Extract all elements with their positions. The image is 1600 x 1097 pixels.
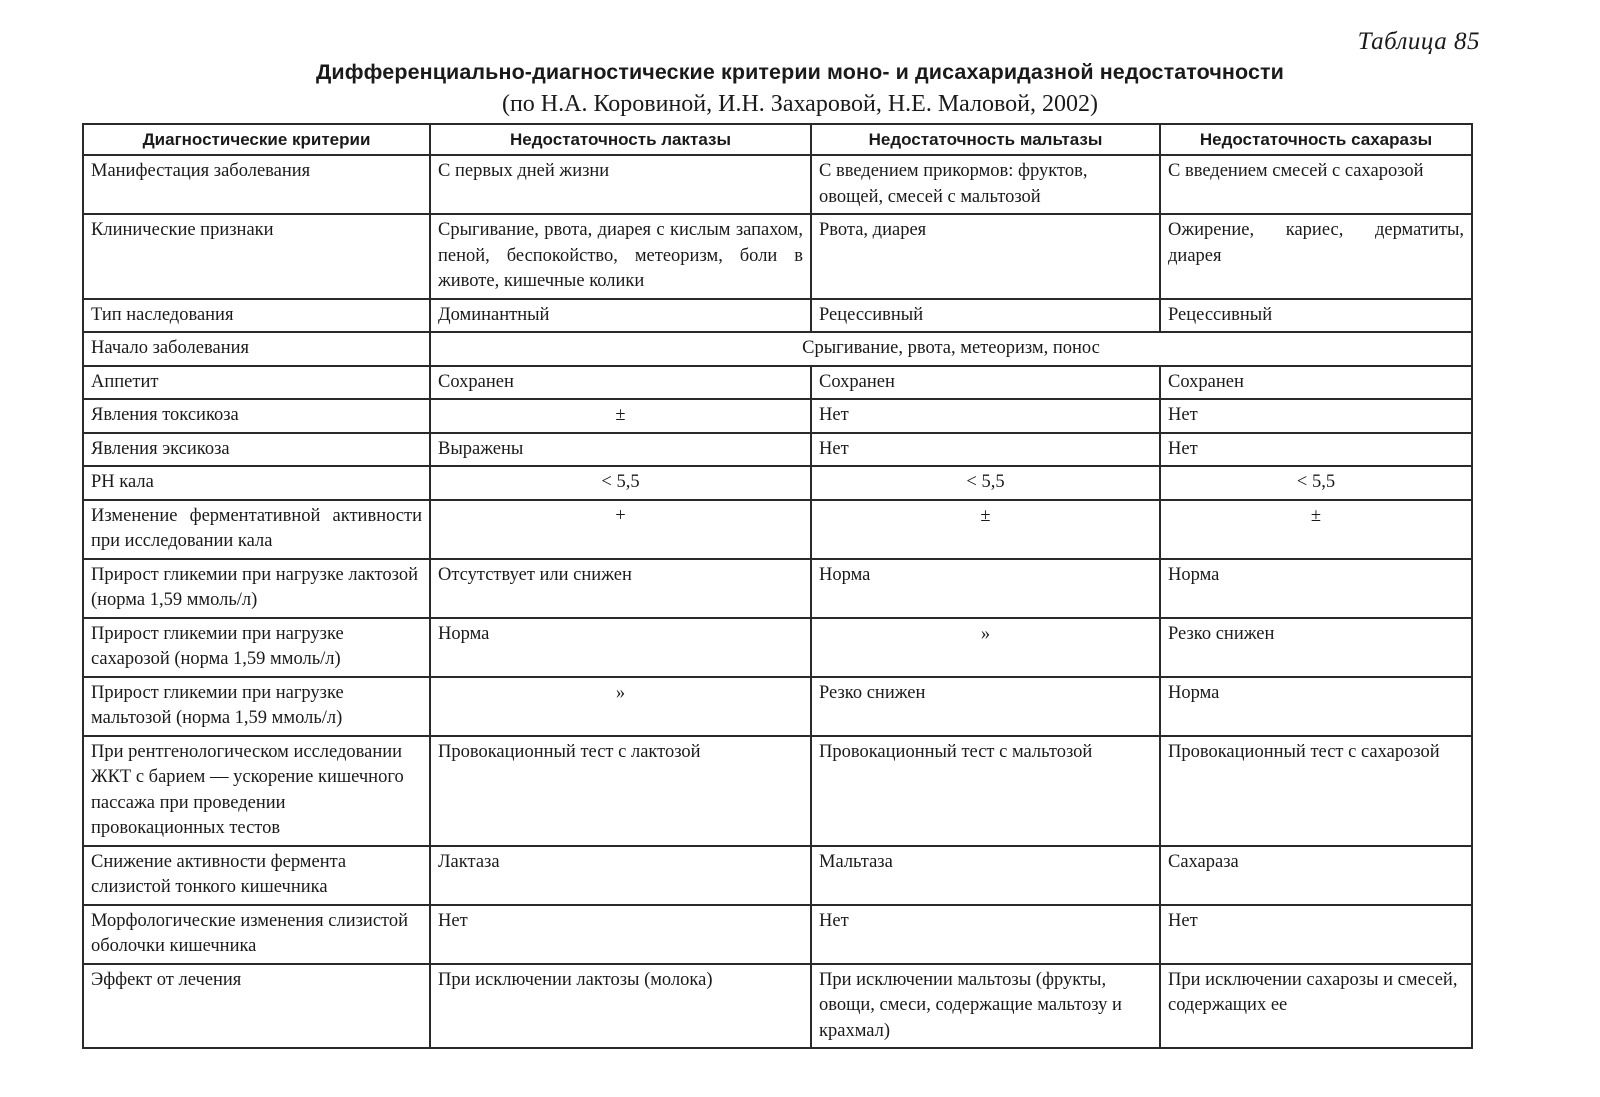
table-row-manifestation — [83, 155, 1472, 214]
maltase-cell: С введением прикормов: фруктов, овощей, смесей с мальтозой — [811, 155, 1160, 214]
maltase-cell: Резко снижен — [811, 677, 1160, 736]
criterion-cell: Явления токсикоза — [83, 399, 430, 433]
sucrase-cell: Сахараза — [1160, 846, 1472, 905]
table-number: Таблица 85 — [1357, 28, 1480, 55]
maltase-cell: < 5,5 — [811, 466, 1160, 500]
lactase-cell: При исключении лактозы (молока) — [430, 964, 811, 1049]
lactase-cell: + — [430, 500, 811, 559]
sucrase-cell: < 5,5 — [1160, 466, 1472, 500]
table-row-glycemia-sucrose — [83, 618, 1472, 677]
maltase-cell: Нет — [811, 905, 1160, 964]
criterion-cell: Снижение активности фермента слизистой тонкого кишечника — [83, 846, 430, 905]
criterion-cell: Тип наследования — [83, 299, 430, 333]
maltase-cell: Нет — [811, 399, 1160, 433]
header-row — [83, 124, 1472, 155]
table-row-stool-ph — [83, 466, 1472, 500]
sucrase-cell: Ожирение, кариес, дерматиты, диарея — [1160, 214, 1472, 299]
criterion-cell: Эффект от лечения — [83, 964, 430, 1049]
lactase-cell: Доминантный — [430, 299, 811, 333]
table-row-mucosa-enzyme — [83, 846, 1472, 905]
lactase-cell: Выражены — [430, 433, 811, 467]
lactase-cell: Провокационный тест с лактозой — [430, 736, 811, 846]
criterion-cell: PH кала — [83, 466, 430, 500]
lactase-cell: Отсутствует или снижен — [430, 559, 811, 618]
column-header-lactase: Недостаточность лактазы — [430, 124, 811, 155]
criterion-cell: Аппетит — [83, 366, 430, 400]
table-title: Дифференциально-диагностические критерии моно- и дисахаридазной недостаточности — [316, 60, 1284, 84]
maltase-cell: Нет — [811, 433, 1160, 467]
sucrase-cell: Сохранен — [1160, 366, 1472, 400]
criterion-cell: Прирост гликемии при нагрузке мальтозой (норма 1,59 ммоль/л) — [83, 677, 430, 736]
maltase-cell: Норма — [811, 559, 1160, 618]
table-row-onset — [83, 332, 1472, 366]
merged-value-cell: Срыгивание, рвота, метеоризм, понос — [430, 332, 1472, 366]
sucrase-cell: С введением смесей с сахарозой — [1160, 155, 1472, 214]
maltase-cell: Провокационный тест с мальтозой — [811, 736, 1160, 846]
sucrase-cell: Норма — [1160, 559, 1472, 618]
maltase-cell: Мальтаза — [811, 846, 1160, 905]
column-header-maltase: Недостаточность мальтазы — [811, 124, 1160, 155]
criteria-table — [82, 123, 1473, 1049]
sucrase-cell: Провокационный тест с сахарозой — [1160, 736, 1472, 846]
criterion-cell: Изменение ферментативной активности при исследовании кала — [83, 500, 430, 559]
sucrase-cell: Нет — [1160, 433, 1472, 467]
table-row-treatment-effect — [83, 964, 1472, 1049]
table-row-enzyme-activity — [83, 500, 1472, 559]
lactase-cell: » — [430, 677, 811, 736]
table-subtitle: (по Н.А. Коровиной, И.Н. Захаровой, Н.Е. Маловой, 2002) — [501, 91, 1099, 117]
table-row-xray — [83, 736, 1472, 846]
column-header-sucrase: Недостаточность сахаразы — [1160, 124, 1472, 155]
lactase-cell: Нет — [430, 905, 811, 964]
maltase-cell: Рецессивный — [811, 299, 1160, 333]
maltase-cell: Сохранен — [811, 366, 1160, 400]
lactase-cell: Лактаза — [430, 846, 811, 905]
lactase-cell: ± — [430, 399, 811, 433]
maltase-cell: Рвота, диарея — [811, 214, 1160, 299]
table-row-clinical-signs — [83, 214, 1472, 299]
column-header-criteria: Диагностические критерии — [83, 124, 430, 155]
sucrase-cell: Нет — [1160, 399, 1472, 433]
lactase-cell: С первых дней жизни — [430, 155, 811, 214]
sucrase-cell: ± — [1160, 500, 1472, 559]
criterion-cell: Прирост гликемии при нагрузке лактозой (норма 1,59 ммоль/л) — [83, 559, 430, 618]
table-row-inheritance — [83, 299, 1472, 333]
maltase-cell: ± — [811, 500, 1160, 559]
maltase-cell: » — [811, 618, 1160, 677]
table-row-toxicosis — [83, 399, 1472, 433]
criterion-cell: Прирост гликемии при нагрузке сахарозой (норма 1,59 ммоль/л) — [83, 618, 430, 677]
sucrase-cell: Рецессивный — [1160, 299, 1472, 333]
sucrase-cell: При исключении сахарозы и смесей, содержащих ее — [1160, 964, 1472, 1049]
lactase-cell: < 5,5 — [430, 466, 811, 500]
table-row-morphology — [83, 905, 1472, 964]
sucrase-cell: Резко снижен — [1160, 618, 1472, 677]
lactase-cell: Срыгивание, рвота, диарея с кислым запахом, пеной, беспокойство, метеоризм, боли в животе, кишечные колики — [430, 214, 811, 299]
criterion-cell: Явления эксикоза — [83, 433, 430, 467]
table-row-glycemia-lactose — [83, 559, 1472, 618]
table-row-glycemia-maltose — [83, 677, 1472, 736]
maltase-cell: При исключении мальтозы (фрукты, овощи, смеси, содержащие мальтозу и крахмал) — [811, 964, 1160, 1049]
table-header — [83, 124, 1472, 155]
criterion-cell: Начало заболевания — [83, 332, 430, 366]
sucrase-cell: Норма — [1160, 677, 1472, 736]
criterion-cell: При рентгенологическом исследовании ЖКТ с барием — ускорение кишечного пассажа при проведении провокационных тестов — [83, 736, 430, 846]
table-row-exicosis — [83, 433, 1472, 467]
sucrase-cell: Нет — [1160, 905, 1472, 964]
lactase-cell: Сохранен — [430, 366, 811, 400]
table-body — [83, 155, 1472, 1048]
criterion-cell: Морфологические изменения слизистой оболочки кишечника — [83, 905, 430, 964]
criterion-cell: Клинические признаки — [83, 214, 430, 299]
criterion-cell: Манифестация заболевания — [83, 155, 430, 214]
table-row-appetite — [83, 366, 1472, 400]
lactase-cell: Норма — [430, 618, 811, 677]
